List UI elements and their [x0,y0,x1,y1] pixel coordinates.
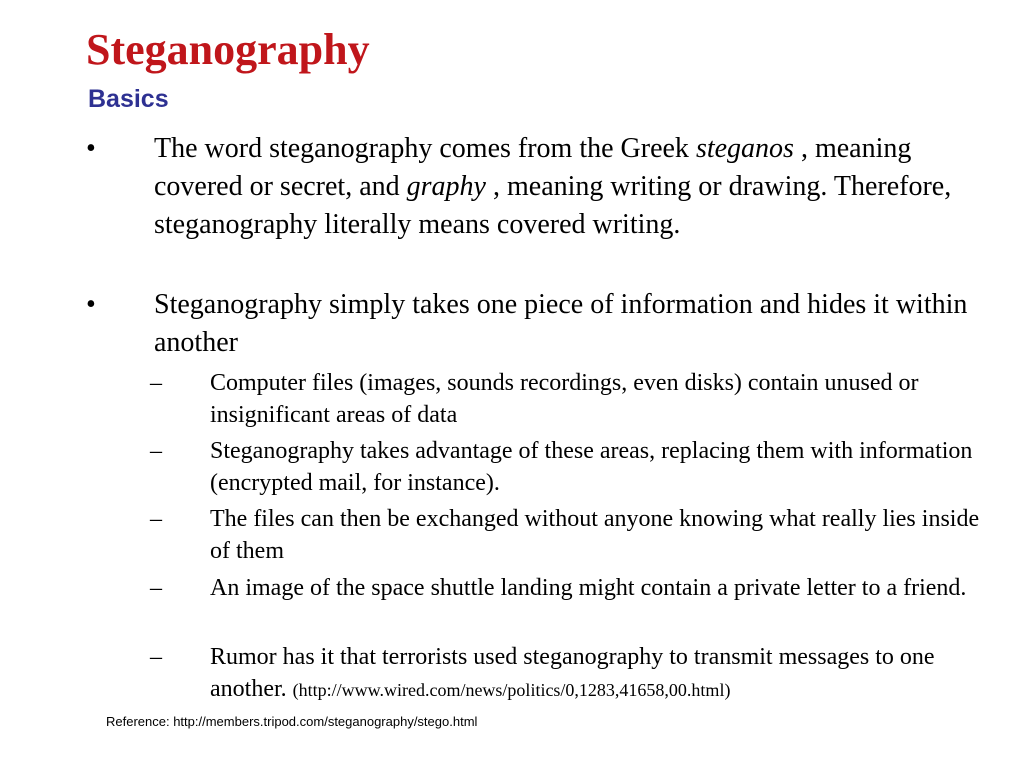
bullet-text-italic: graphy [406,171,486,202]
sub-bullet-text [210,367,1000,431]
sub-bullet-text [210,435,1000,499]
bullet-text-segment: , meaning covered or secret, and [154,133,912,202]
bullet-text-segment: , meaning writing or drawing. Therefore, steganography literally means covered writing. [154,171,952,240]
bullet-marker: • [86,289,96,320]
sub-bullet-marker: – [150,575,162,601]
sub-bullet-text-segment: The files can then be exchanged without anyone knowing what really lies inside of them [210,506,980,564]
sub-bullet-text-segment: Rumor has it that terrorists used steganography to transmit messages to one another. [210,644,935,702]
reference-url: (http://www.wired.com/news/politics/0,1283,41658,00.html) [292,680,731,700]
sub-bullet-text [210,572,1000,604]
sub-bullet-marker: – [150,506,162,532]
bullet-text-segment: Steganography simply takes one piece of information and hides it within another [154,289,968,358]
sub-bullet-text-segment: Computer files (images, sounds recordings, even disks) contain unused or insignificant areas of data [210,370,919,428]
bullet-text [154,286,974,362]
reference-footnote: Reference: http://members.tripod.com/steganography/stego.html [106,714,478,729]
bullet-text-italic: steganos [695,133,794,164]
bullet-text-segment: The word steganography comes from the Greek [154,133,696,164]
bullet-text [154,130,974,244]
sub-bullet-text [210,641,1000,706]
sub-bullet-text [210,503,1000,567]
slide-subtitle: Basics [88,85,169,113]
sub-bullet-text-segment: An image of the space shuttle landing might contain a private letter to a friend. [210,575,967,601]
sub-bullet-marker: – [150,370,162,396]
sub-bullet-text-segment: Steganography takes advantage of these areas, replacing them with information (encrypted mail, for instance). [210,438,973,496]
sub-bullet-marker: – [150,438,162,464]
sub-bullet-marker: – [150,644,162,670]
bullet-marker: • [86,133,96,164]
slide-title: Steganography [86,25,370,74]
